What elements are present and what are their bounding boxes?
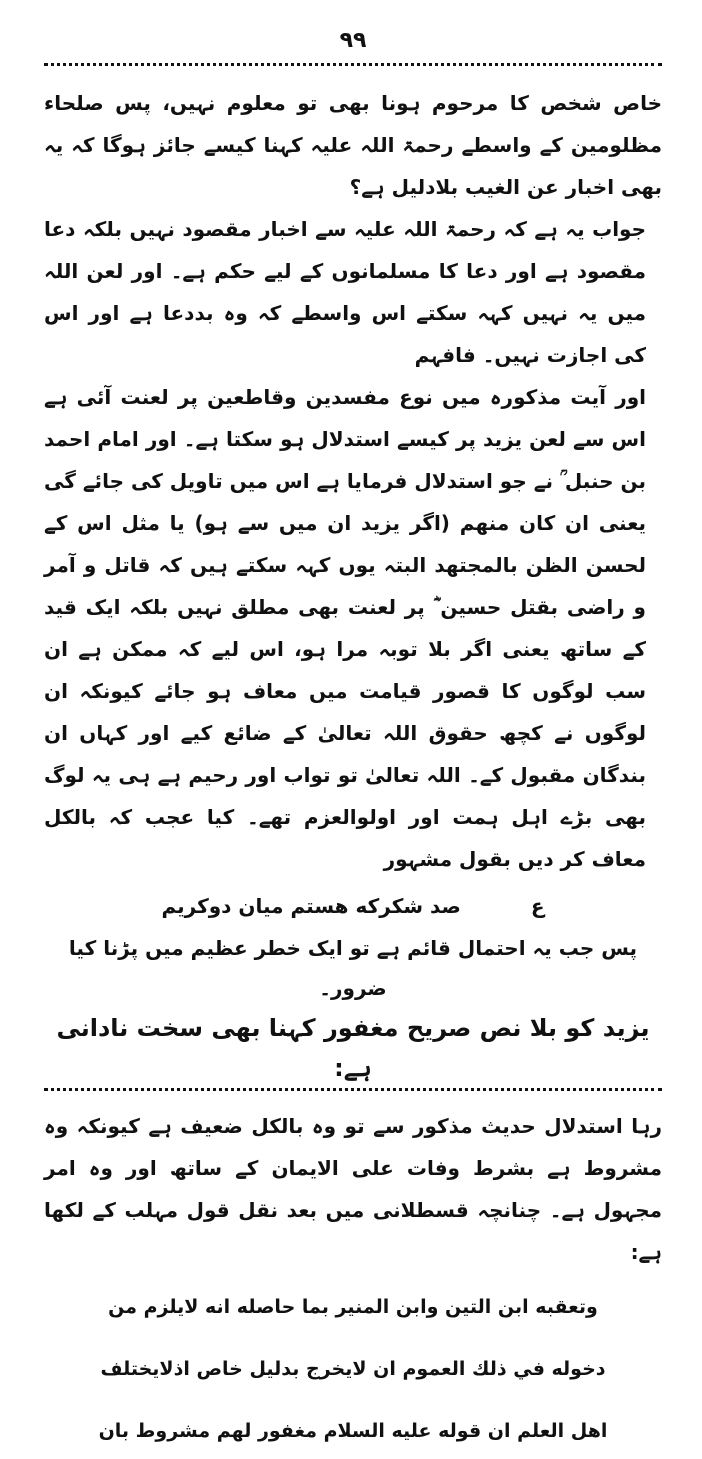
arabic-quote-line-3: اهل العلم ان قوله عليه السلام مغفور لهم مشروط بان	[98, 1420, 608, 1442]
page-number: ۹۹	[339, 28, 367, 53]
paragraph-3: اور آیت مذکورہ میں نوع مفسدین وقاطعین پر لعنت آئی ہے اس سے لعن یزید پر کیسے استدلال ہو سکتا ہے۔ اور امام احمد بن حنبل ؒ نے جو استدلال فرمایا ہے اس میں تاویل کی جائے گی یعنی ان کان منھم (اگر یزید ان میں سے ہو) یا مثل اس کے لحسن الظن بالمجتھد البتہ یوں کہہ سکتے ہیں کہ قاتل و آمر و راضی بقتل حسین ؓ پر لعنت بھی مطلق نہیں بلکہ ایک قید کے ساتھ یعنی اگر بلا توبہ مرا ہو، اس لیے کہ ممکن ہے ان سب لوگوں کا قصور قیامت میں معاف ہو جائے کیونکہ ان لوگوں نے کچھ حقوق اللہ تعالیٰ کے ضائع کیے اور کہاں ان بندگان مقبول کے۔ اللہ تعالیٰ تو تواب اور رحیم ہے ہی یہ لوگ بھی بڑے اہل ہمت اور اولوالعزم تھے۔ کیا عجب کہ بالکل معاف کر دیں بقول مشہور	[44, 385, 646, 871]
header-dotted-rule	[44, 63, 662, 66]
line-after-couplet: پس جب یہ احتمال قائم ہے تو ایک خطر عظیم میں پڑنا کیا ضرور۔	[68, 936, 638, 1000]
section-heading-text: یزید کو بلا نص صریح مغفور کہنا بھی سخت نادانی ہے:	[44, 1008, 662, 1091]
paragraph-2: جواب یہ ہے کہ رحمۃ اللہ علیہ سے اخبار مقصود نہیں بلکہ دعا مقصود ہے اور دعا کا مسلمانوں کے لیے حکم ہے۔ اور لعن اللہ میں یہ نہیں کہہ سکتے اس واسطے کہ وہ بددعا ہے اور اس کی اجازت نہیں۔ فافہم	[44, 217, 646, 367]
persian-couplet	[44, 884, 662, 928]
arabic-quote-line-2: دخوله في ذلك العموم ان لايخرج بدليل خاص اذلايختلف	[100, 1358, 606, 1380]
paragraph-4: رہا استدلال حدیث مذکور سے تو وہ بالکل ضعیف ہے کیونکہ وہ مشروط ہے بشرط وفات علی الایمان کے ساتھ اور وہ امر مجہول ہے۔ چنانچہ قسطلانی میں بعد نقل قول مہلب کے لکھا ہے:	[44, 1114, 662, 1264]
couplet-verse: صد شکرکه هستم میان دوکریم	[161, 894, 461, 918]
section-heading	[44, 1008, 662, 1091]
arabic-quote-line-1: وتعقبه ابن التين وابن المنير بما حاصله انه لايلزم من	[108, 1296, 598, 1318]
paragraph-1: خاص شخص کا مرحوم ہونا بھی تو معلوم نہیں، پس صلحاء مظلومین کے واسطے رحمۃ اللہ علیہ کہنا کیسے جائز ہوگا کہ یہ بھی اخبار عن الغیب بلادلیل ہے؟	[44, 91, 662, 199]
misra-sign: ع	[530, 894, 545, 918]
